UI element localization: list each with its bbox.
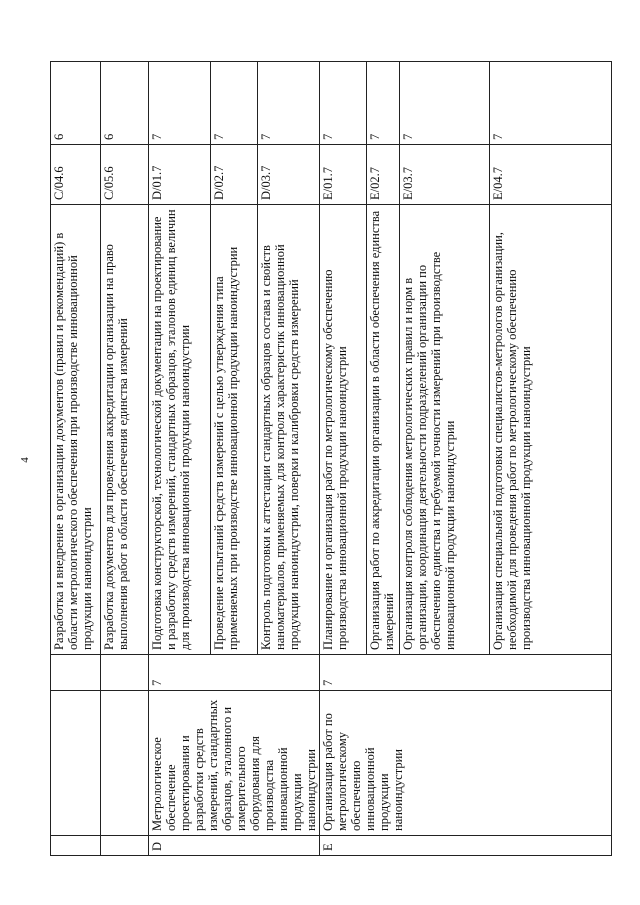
- task-level-cell: 6: [101, 62, 149, 145]
- qualification-level-cell: [101, 655, 149, 691]
- task-level-cell: 7: [149, 62, 211, 145]
- task-code-cell: D/03.7: [258, 145, 320, 205]
- task-level-cell: 7: [258, 62, 320, 145]
- qualification-level-cell: 7: [320, 655, 612, 691]
- function-name-cell: [101, 691, 149, 836]
- function-code-cell: E: [320, 836, 612, 856]
- function-code-cell: D: [149, 836, 320, 856]
- functions-table: [50, 61, 612, 856]
- task-level-cell: 7: [490, 62, 612, 145]
- function-name-cell: [51, 691, 101, 836]
- table-row: [149, 62, 211, 856]
- function-name-cell: Метрологическое обеспечение проектирования и разработки средств измерений, стандартных образцов, эталонного и измерительного оборудования для производства инновационной продукции наноиндустрии: [149, 691, 320, 836]
- task-code-cell: C/04.6: [51, 145, 101, 205]
- task-code-cell: D/02.7: [211, 145, 258, 205]
- task-level-cell: 7: [211, 62, 258, 145]
- table-row: [51, 62, 101, 856]
- table-row: [320, 62, 367, 856]
- task-level-cell: 6: [51, 62, 101, 145]
- task-name-cell: Контроль подготовки к аттестации стандартных образцов состава и свойств наноматериалов, применяемых для контроля характеристик инновационной продукции наноиндустрии, поверки и калибровки средств измерений: [258, 205, 320, 655]
- task-name-cell: Планирование и организация работ по метрологическому обеспечению производства инновационной продукции наноиндустрии: [320, 205, 367, 655]
- task-code-cell: E/01.7: [320, 145, 367, 205]
- task-level-cell: 7: [400, 62, 490, 145]
- task-code-cell: E/03.7: [400, 145, 490, 205]
- task-name-cell: Разработка документов для проведения аккредитации организации на право выполнения работ в области обеспечения единства измерений: [101, 205, 149, 655]
- task-name-cell: Разработка и внедрение в организации документов (правил и рекомендаций) в области метрологического обеспечения при производстве инновационной продукции наноиндустрии: [51, 205, 101, 655]
- task-level-cell: 7: [367, 62, 400, 145]
- task-name-cell: Проведение испытаний средств измерений с целью утверждения типа применяемых при производстве инновационной продукции наноиндустрии: [211, 205, 258, 655]
- function-code-cell: [51, 836, 101, 856]
- task-name-cell: Организация работ по аккредитации организации в области обеспечения единства измерений: [367, 205, 400, 655]
- task-code-cell: E/04.7: [490, 145, 612, 205]
- task-level-cell: 7: [320, 62, 367, 145]
- qualification-level-cell: [51, 655, 101, 691]
- task-name-cell: Организация специальной подготовки специалистов-метрологов организации, необходимой для проведения работ по метрологическому обеспечению производства инновационной продукции наноиндустрии: [490, 205, 612, 655]
- function-code-cell: [101, 836, 149, 856]
- page-number: 4: [18, 457, 31, 463]
- rotated-table-wrapper: [50, 62, 612, 856]
- task-code-cell: D/01.7: [149, 145, 211, 205]
- qualification-level-cell: 7: [149, 655, 320, 691]
- function-name-cell: Организация работ по метрологическому обеспечению инновационной продукции наноиндустрии: [320, 691, 612, 836]
- table-row: [101, 62, 149, 856]
- task-name-cell: Подготовка конструкторской, технологической документации на проектирование и разработку средств измерений, стандартных образцов, эталонов единиц величин для производства инновационной продукции наноиндустрии: [149, 205, 211, 655]
- task-code-cell: C/05.6: [101, 145, 149, 205]
- task-code-cell: E/02.7: [367, 145, 400, 205]
- task-name-cell: Организация контроля соблюдения метрологических правил и норм в организации, координация деятельности подразделений организации по обеспечению единства и требуемой точности измерений при производстве инновационной продукции наноиндустрии: [400, 205, 490, 655]
